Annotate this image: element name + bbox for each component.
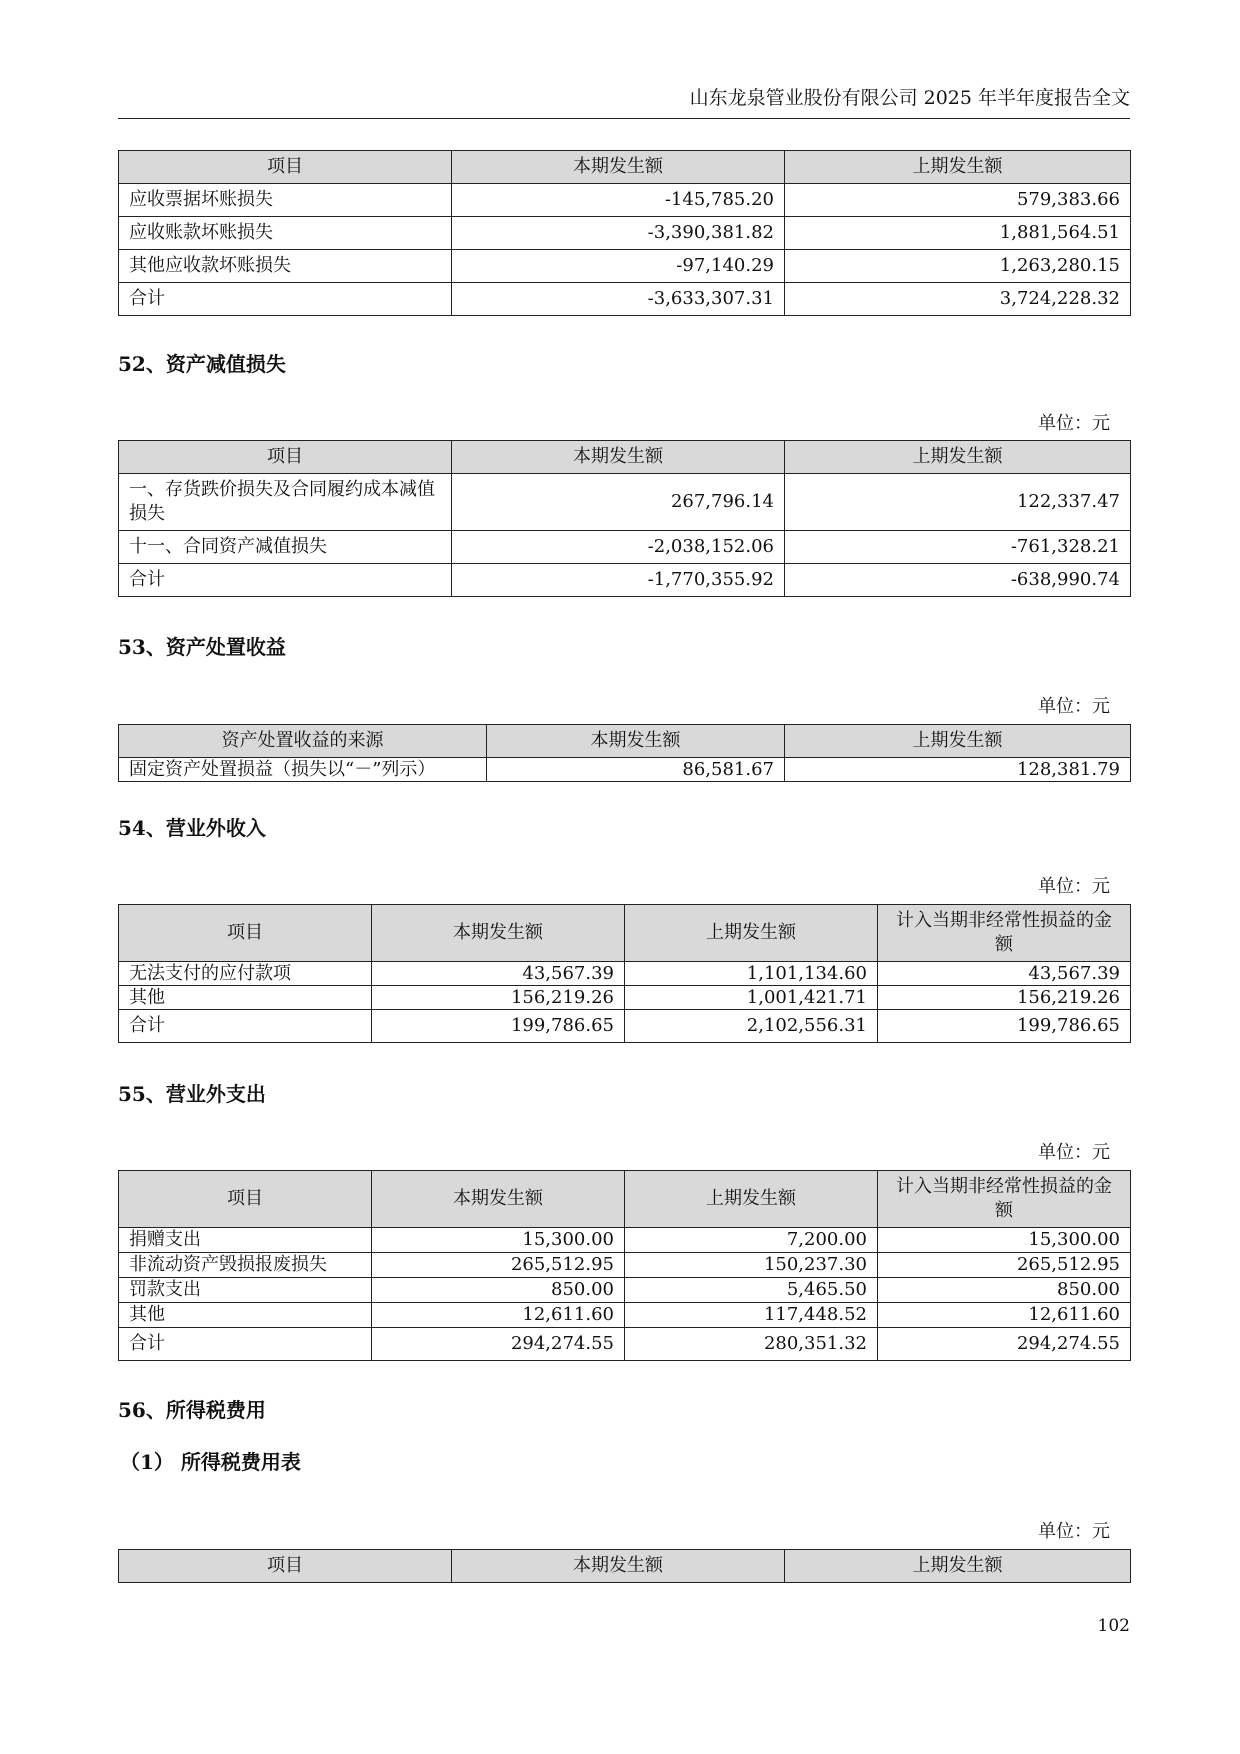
table-row-total [119, 1010, 1131, 1043]
prior-amount: 579,383.66 [785, 184, 1131, 217]
current-amount: -97,140.29 [452, 250, 785, 283]
prior-amount: 1,101,134.60 [625, 962, 878, 986]
table-header-row [119, 905, 1131, 962]
table-row [119, 962, 1131, 986]
table-header-row [119, 1171, 1131, 1228]
non-recurring-amount: 850.00 [878, 1278, 1131, 1303]
column-header: 上期发生额 [785, 151, 1131, 184]
table-row [119, 1303, 1131, 1328]
row-label: 固定资产处置损益（损失以“－”列示） [119, 758, 487, 782]
prior-amount: 128,381.79 [785, 758, 1131, 782]
column-header: 项目 [119, 1550, 452, 1583]
non-recurring-amount: 12,611.60 [878, 1303, 1131, 1328]
column-header: 项目 [119, 151, 452, 184]
current-amount: -3,390,381.82 [452, 217, 785, 250]
section-52-heading: 52、资产减值损失 [118, 352, 286, 376]
row-label: 应收账款坏账损失 [119, 217, 452, 250]
current-amount: 850.00 [372, 1278, 625, 1303]
prior-amount: 1,263,280.15 [785, 250, 1131, 283]
table-row [119, 1253, 1131, 1278]
row-label: 应收票据坏账损失 [119, 184, 452, 217]
column-header: 本期发生额 [372, 1171, 625, 1228]
column-header: 上期发生额 [785, 1550, 1131, 1583]
asset-disposal-table [118, 724, 1131, 782]
row-label: 合计 [119, 1010, 372, 1043]
current-amount: 15,300.00 [372, 1228, 625, 1253]
prior-amount: 5,465.50 [625, 1278, 878, 1303]
column-header: 本期发生额 [372, 905, 625, 962]
current-amount: -145,785.20 [452, 184, 785, 217]
current-amount: -1,770,355.92 [452, 564, 785, 597]
row-label: 十一、合同资产减值损失 [119, 531, 452, 564]
non-operating-expense-table [118, 1170, 1131, 1361]
table-row [119, 531, 1131, 564]
section-56-subheading: （1） 所得税费用表 [120, 1450, 301, 1474]
current-amount: 199,786.65 [372, 1010, 625, 1043]
column-header: 上期发生额 [625, 1171, 878, 1228]
non-recurring-amount: 265,512.95 [878, 1253, 1131, 1278]
non-recurring-amount: 294,274.55 [878, 1328, 1131, 1361]
column-header: 本期发生额 [452, 441, 785, 474]
current-amount: 267,796.14 [452, 474, 785, 531]
non-recurring-amount: 43,567.39 [878, 962, 1131, 986]
prior-amount: -761,328.21 [785, 531, 1131, 564]
table-row [119, 986, 1131, 1010]
column-header: 上期发生额 [785, 725, 1131, 758]
column-header: 资产处置收益的来源 [119, 725, 487, 758]
current-amount: 156,219.26 [372, 986, 625, 1010]
table-row-total [119, 564, 1131, 597]
row-label: 罚款支出 [119, 1278, 372, 1303]
asset-impairment-table [118, 440, 1131, 597]
table-row-total [119, 1328, 1131, 1361]
column-header: 本期发生额 [487, 725, 785, 758]
column-header: 项目 [119, 905, 372, 962]
table-header-row [119, 1550, 1131, 1583]
prior-amount: 117,448.52 [625, 1303, 878, 1328]
income-tax-table [118, 1549, 1131, 1583]
row-label: 其他 [119, 1303, 372, 1328]
header-divider [118, 118, 1130, 119]
column-header: 上期发生额 [785, 441, 1131, 474]
row-label: 其他应收款坏账损失 [119, 250, 452, 283]
table-row-total [119, 283, 1131, 316]
non-recurring-amount: 156,219.26 [878, 986, 1131, 1010]
prior-amount: -638,990.74 [785, 564, 1131, 597]
prior-amount: 122,337.47 [785, 474, 1131, 531]
column-header: 本期发生额 [452, 1550, 785, 1583]
prior-amount: 1,881,564.51 [785, 217, 1131, 250]
table-row [119, 250, 1131, 283]
prior-amount: 150,237.30 [625, 1253, 878, 1278]
prior-amount: 3,724,228.32 [785, 283, 1131, 316]
non-recurring-amount: 15,300.00 [878, 1228, 1131, 1253]
non-recurring-amount: 199,786.65 [878, 1010, 1131, 1043]
column-header: 项目 [119, 441, 452, 474]
credit-loss-table [118, 150, 1131, 316]
table-row [119, 474, 1131, 531]
section-54-heading: 54、营业外收入 [118, 816, 266, 840]
section-53-heading: 53、资产处置收益 [118, 635, 286, 659]
row-label: 无法支付的应付款项 [119, 962, 372, 986]
row-label: 合计 [119, 1328, 372, 1361]
table-row [119, 184, 1131, 217]
unit-label: 单位：元 [1038, 876, 1110, 897]
unit-label: 单位：元 [1038, 1521, 1110, 1542]
current-amount: -2,038,152.06 [452, 531, 785, 564]
column-header: 项目 [119, 1171, 372, 1228]
column-header: 计入当期非经常性损益的金额 [878, 1171, 1131, 1228]
row-label: 合计 [119, 564, 452, 597]
table-header-row [119, 725, 1131, 758]
row-label: 捐赠支出 [119, 1228, 372, 1253]
row-label: 一、存货跌价损失及合同履约成本减值损失 [119, 474, 452, 531]
table-row [119, 758, 1131, 782]
table-row [119, 1278, 1131, 1303]
unit-label: 单位：元 [1038, 1142, 1110, 1163]
row-label: 其他 [119, 986, 372, 1010]
unit-label: 单位：元 [1038, 413, 1110, 434]
prior-amount: 280,351.32 [625, 1328, 878, 1361]
current-amount: 12,611.60 [372, 1303, 625, 1328]
page-number: 102 [1097, 1616, 1130, 1636]
section-55-heading: 55、营业外支出 [118, 1082, 266, 1106]
column-header: 计入当期非经常性损益的金额 [878, 905, 1131, 962]
current-amount: 43,567.39 [372, 962, 625, 986]
table-header-row [119, 441, 1131, 474]
prior-amount: 1,001,421.71 [625, 986, 878, 1010]
current-amount: 86,581.67 [487, 758, 785, 782]
column-header: 本期发生额 [452, 151, 785, 184]
row-label: 非流动资产毁损报废损失 [119, 1253, 372, 1278]
current-amount: -3,633,307.31 [452, 283, 785, 316]
table-row [119, 1228, 1131, 1253]
column-header: 上期发生额 [625, 905, 878, 962]
table-row [119, 217, 1131, 250]
section-56-heading: 56、所得税费用 [118, 1398, 266, 1422]
report-header-title: 山东龙泉管业股份有限公司 2025 年半年度报告全文 [689, 87, 1130, 109]
current-amount: 294,274.55 [372, 1328, 625, 1361]
non-operating-income-table [118, 904, 1131, 1043]
table-header-row [119, 151, 1131, 184]
prior-amount: 7,200.00 [625, 1228, 878, 1253]
current-amount: 265,512.95 [372, 1253, 625, 1278]
prior-amount: 2,102,556.31 [625, 1010, 878, 1043]
row-label: 合计 [119, 283, 452, 316]
unit-label: 单位：元 [1038, 696, 1110, 717]
